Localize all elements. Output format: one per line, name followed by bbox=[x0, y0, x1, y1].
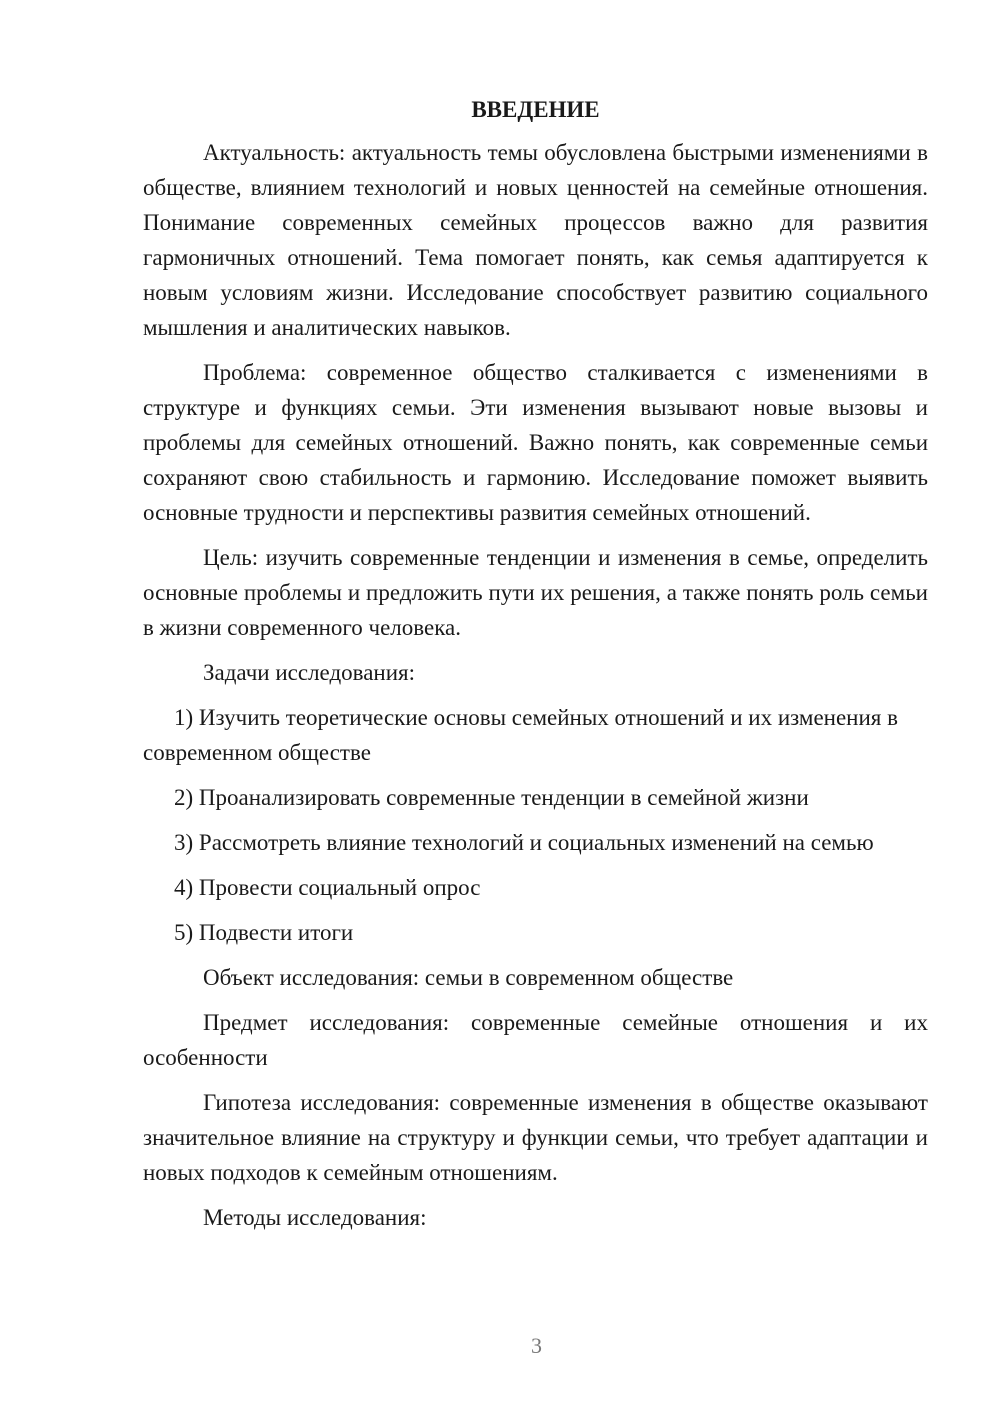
document-title: ВВЕДЕНИЕ bbox=[471, 97, 600, 122]
tasks-heading: Задачи исследования: bbox=[203, 660, 416, 685]
paragraph-object: Объект исследования: семьи в современном обществе bbox=[203, 965, 734, 990]
task-item-3: 3) Рассмотреть влияние технологий и социальных изменений на семью bbox=[174, 830, 874, 855]
document-page bbox=[143, 92, 928, 1245]
paragraph-goal: Цель: изучить современные тенденции и изменения в семье, определить основные проблемы и предложить пути их решения, а также понять роль семьи в жизни современного человека. bbox=[143, 545, 928, 640]
methods-heading: Методы исследования: bbox=[203, 1205, 427, 1230]
paragraph-problem: Проблема: современное общество сталкивается с изменениями в структуре и функциях семьи. Эти изменения вызывают новые вызовы и проблемы для семейных отношений. Важно понять, как современные семьи сохраняют свою стабильность и гармонию. Исследование поможет выявить основные трудности и перспективы развития семейных отношений. bbox=[143, 360, 928, 525]
task-item-1: 1) Изучить теоретические основы семейных отношений и их изменения в современном обществе bbox=[143, 705, 898, 765]
task-item-2: 2) Проанализировать современные тенденции в семейной жизни bbox=[174, 785, 809, 810]
page-number: 3 bbox=[531, 1333, 542, 1358]
paragraph-subject: Предмет исследования: современные семейные отношения и их особенности bbox=[143, 1010, 928, 1070]
task-item-5: 5) Подвести итоги bbox=[174, 920, 354, 945]
paragraph-relevance: Актуальность: актуальность темы обусловлена быстрыми изменениями в обществе, влиянием технологий и новых ценностей на семейные отношения. Понимание современных семейных процессов важно для развития гармоничных отношений. Тема помогает понять, как семья адаптируется к новым условиям жизни. Исследование способствует развитию социального мышления и аналитических навыков. bbox=[143, 140, 928, 340]
task-item-4: 4) Провести социальный опрос bbox=[174, 875, 481, 900]
paragraph-hypothesis: Гипотеза исследования: современные изменения в обществе оказывают значительное влияние на структуру и функции семьи, что требует адаптации и новых подходов к семейным отношениям. bbox=[143, 1090, 928, 1185]
